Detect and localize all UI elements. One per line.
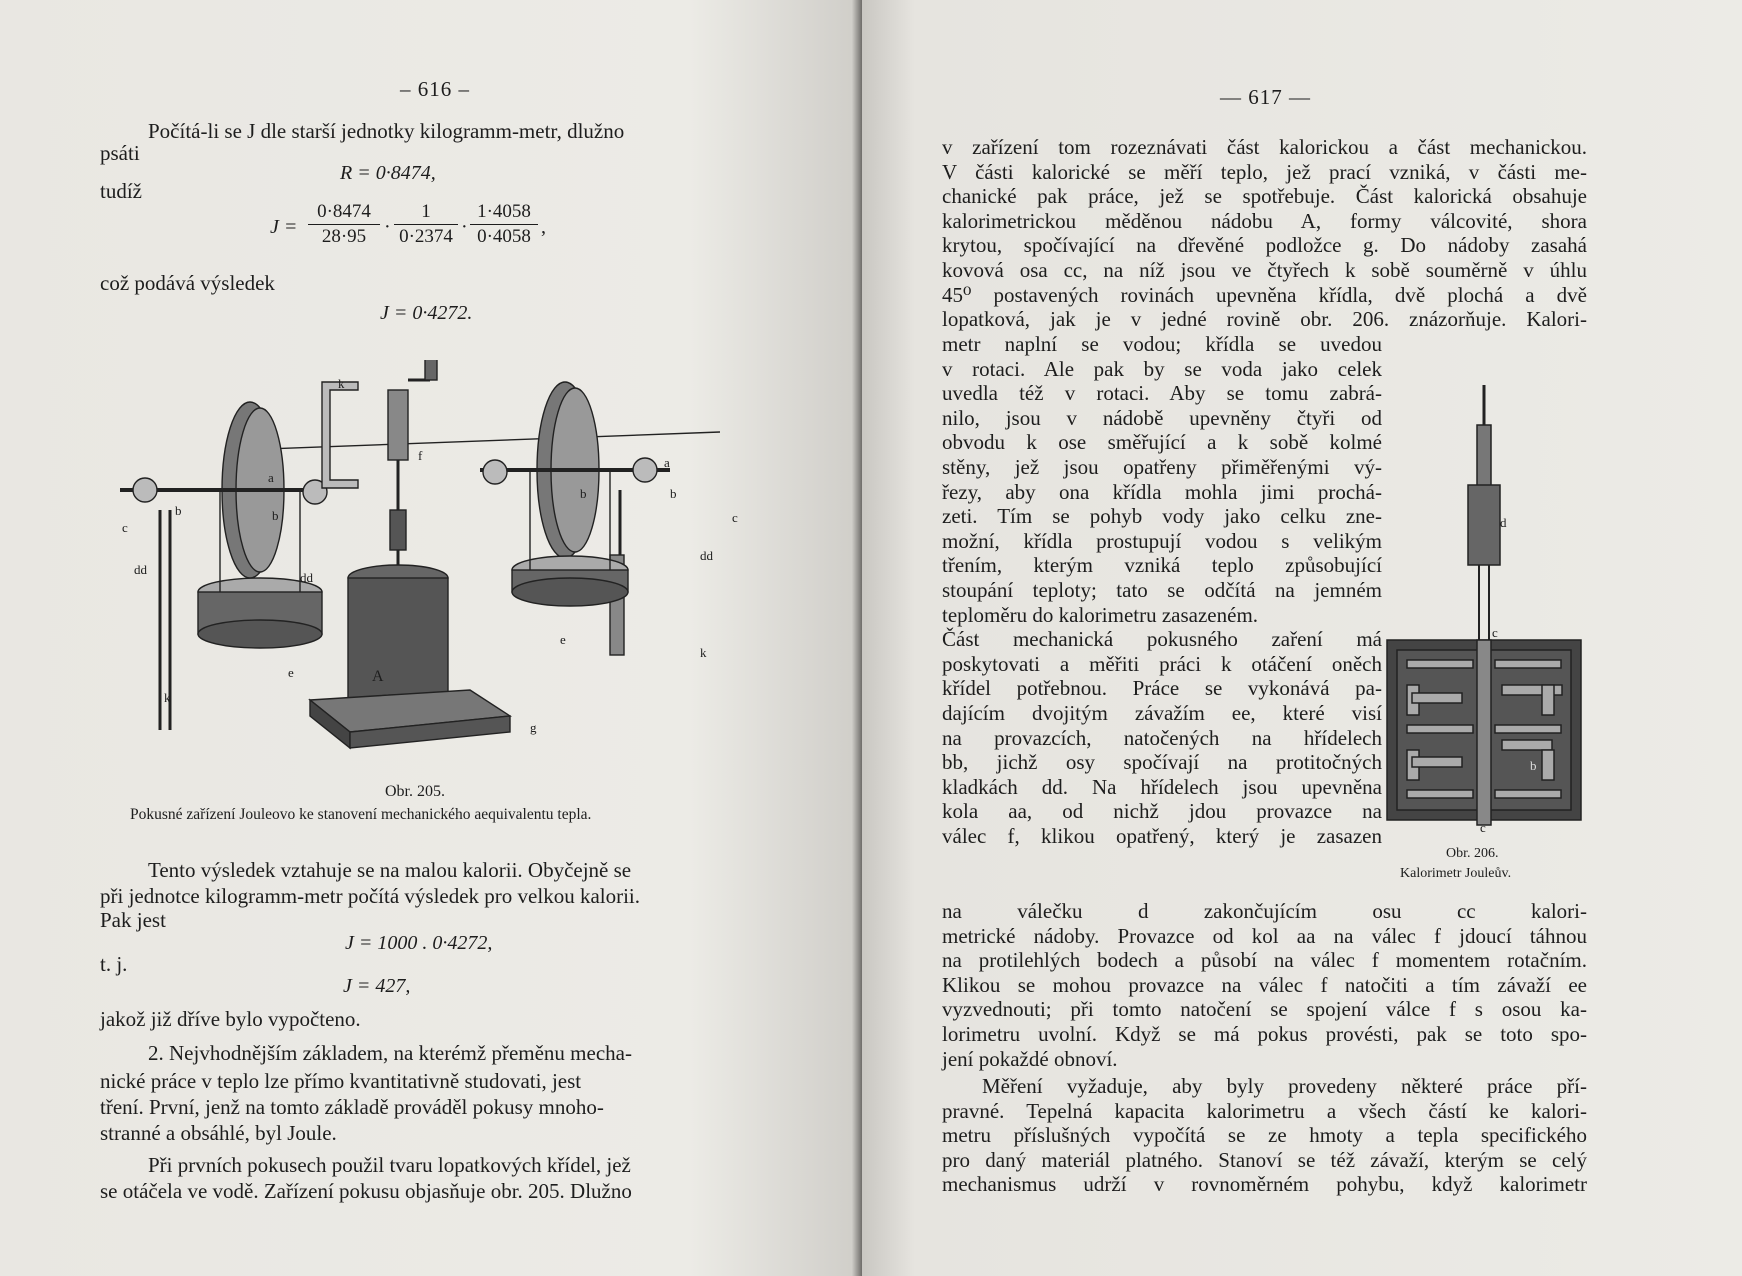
- paragraph-line: V části kalorické se měří teplo, jež prací vzniká, v části me-: [942, 159, 1587, 184]
- paragraph-line: Klikou se mohou provazce na válec f natočiti a tím závaží ee: [942, 972, 1587, 997]
- fraction-3: [470, 200, 538, 249]
- paragraph-line: křídel potřebnou. Práce se vykonává pa-: [942, 676, 1382, 701]
- fraction-2: [394, 200, 458, 249]
- paragraph-line: dajícím dvojitým závažím ee, které visí: [942, 701, 1382, 725]
- figure-label: e: [288, 665, 294, 680]
- figure-label: k: [338, 376, 345, 391]
- paragraph-line: což podává výsledek: [100, 271, 275, 295]
- paragraph-line: obvodu k ose směřující a k sobě kolmé: [942, 430, 1382, 455]
- figure-label: c: [732, 510, 738, 525]
- paragraph-line: tudíž: [100, 179, 142, 203]
- paragraph-line: na válečku d zakončujícím osu cc kalori-: [942, 899, 1587, 923]
- paragraph-line: uvedla též v rotaci. Aby se tomu zabrá-: [942, 381, 1382, 406]
- paragraph-line: stoupání teploty; tato se odčítá na jemném: [942, 578, 1382, 602]
- paragraph-line: t. j.: [100, 952, 128, 976]
- figure-caption-number: Obr. 206.: [1446, 846, 1499, 861]
- multiply-dot: ·: [384, 216, 391, 238]
- paragraph-line: Část mechanická pokusného zaření má: [942, 627, 1382, 652]
- figure-label: e: [560, 632, 566, 647]
- paragraph-line: bb, jichž osy spočívají na protitočných: [942, 750, 1382, 775]
- paragraph-line: lopatková, jak je v jedné rovině obr. 206. znázorňuje. Kalori-: [942, 307, 1587, 332]
- paragraph-line: možní, křídla prostupují vodou s velikým: [942, 528, 1382, 553]
- figure-label: b: [272, 508, 279, 523]
- fraction-denominator: 28·95: [308, 224, 380, 249]
- paragraph-line: mechanismus udrží v rovnoměrném pohybu, když kalorimetr: [942, 1172, 1587, 1197]
- figure-caption: Pokusné zařízení Jouleovo ke stanovení mechanického aequivalentu tepla.: [130, 806, 592, 823]
- right-page: [862, 0, 1742, 1276]
- fraction-numerator: 1·4058: [477, 201, 531, 222]
- paragraph-line: krytou, spočívající na dřevěné podložce g. Do nádoby zasahá: [942, 233, 1587, 258]
- figure-label: c: [1492, 625, 1498, 640]
- paragraph-line: Pak jest: [100, 908, 166, 932]
- paragraph-line: nilo, jsou v nádobě upevněny čtyři od: [942, 405, 1382, 430]
- paragraph-line: třením, kterým vzniká teplo způsobující: [942, 553, 1382, 578]
- paragraph-line: v zařízení tom rozeznávati část kalorickou a část mechanickou.: [942, 135, 1587, 159]
- figure-label: b: [175, 503, 182, 518]
- paragraph-line: Počítá-li se J dle starší jednotky kilogramm-metr, dlužno: [148, 119, 625, 143]
- paragraph-line: Měření vyžaduje, aby byly provedeny některé práce pří-: [982, 1074, 1587, 1098]
- page-number-right: — 617 —: [1220, 85, 1311, 109]
- paragraph-line: metr naplní se vodou; křídla se uvedou: [942, 332, 1382, 356]
- figure-label: dd: [134, 562, 147, 577]
- figure-label: c: [1480, 820, 1486, 835]
- paragraph-line: stranné a obsáhlé, byl Joule.: [100, 1121, 337, 1145]
- paragraph-line: teploměru do kalorimetru zasazeném.: [942, 602, 1259, 627]
- fraction-numerator: 0·8474: [317, 201, 371, 222]
- figure-label: A: [372, 668, 384, 685]
- paragraph-line: jakož již dříve bylo vypočteno.: [100, 1007, 361, 1031]
- figure-caption-number: Obr. 205.: [385, 783, 445, 800]
- paragraph-line: pro daný materiál platného. Stanoví se též závaží, kterým se celý: [942, 1147, 1587, 1172]
- paragraph-line: pravné. Tepelná kapacita kalorimetru a všech částí ke kalori-: [942, 1098, 1587, 1123]
- paragraph-line: na provazcích, natočených na hřídelech: [942, 725, 1382, 750]
- multiply-dot: ·: [461, 216, 468, 238]
- equation-r: R = 0·8474,: [340, 162, 436, 184]
- paragraph-line: metru příslušných vypočítá se ze hmoty a tepla specifického: [942, 1123, 1587, 1148]
- page-number-left: – 616 –: [400, 77, 470, 101]
- paragraph-line: zeti. Tím se pohyb vody jako celku zne-: [942, 504, 1382, 529]
- paragraph-line: poskytovati a měřiti práci k otáčení oněch: [942, 651, 1382, 676]
- paragraph-line: Tento výsledek vztahuje se na malou kalorii. Obyčejně se: [148, 858, 632, 882]
- fraction-denominator: 0·4058: [470, 224, 538, 249]
- equation-j-result: J = 0·4272.: [380, 302, 473, 324]
- equation-j-427: J = 427,: [343, 975, 411, 997]
- figure-label: f: [418, 448, 423, 463]
- figure-label: b: [1530, 758, 1537, 773]
- paragraph-line: 45⁰ postavených rovinách upevněna křídla, dvě plochá a dvě: [942, 282, 1587, 307]
- fraction-1: [308, 200, 380, 249]
- paragraph-line: řezy, aby ona křídla mohla jimi prochá-: [942, 479, 1382, 504]
- figure-label: d: [1500, 515, 1507, 530]
- figure-label: c: [122, 520, 128, 535]
- figure-label: dd: [300, 570, 313, 585]
- paragraph-line: tření. První, jenž na tomto základě prováděl pokusy mnoho-: [100, 1095, 604, 1119]
- fraction-denominator: 0·2374: [394, 224, 458, 249]
- paragraph-line: na protilehlých bodech a působí na válec f momentem rotačním.: [942, 948, 1587, 973]
- figure-label: k: [164, 690, 171, 705]
- figure-label: a: [268, 470, 274, 485]
- paragraph-line: Při prvních pokusech použil tvaru lopatkových křídel, jež: [148, 1153, 631, 1177]
- fraction-numerator: 1: [421, 201, 431, 222]
- equation-comma: ,: [541, 216, 546, 238]
- paragraph-line: kalorimetrickou měděnou nádobu A, formy válcovité, shora: [942, 208, 1587, 233]
- figure-label: b: [670, 486, 677, 501]
- paragraph-line: válec f, klikou opatřený, který je zasazen: [942, 824, 1382, 848]
- paragraph-line: psáti: [100, 141, 140, 165]
- paragraph-line: v rotaci. Ale pak by se voda jako celek: [942, 356, 1382, 381]
- figure-label: b: [580, 486, 587, 501]
- paragraph-line: metrické nádoby. Provazce od kol aa na válec f jdoucí táhnou: [942, 923, 1587, 948]
- equation-j-kcal: J = 1000 . 0·4272,: [345, 932, 493, 954]
- figure-205-apparatus: [100, 360, 800, 750]
- paragraph-line: kladkách dd. Na hřídelech jsou upevněna: [942, 774, 1382, 799]
- figure-label: a: [664, 455, 670, 470]
- paragraph-line: jení pokaždé obnoví.: [942, 1046, 1118, 1071]
- paragraph-line: kola aa, od nichž jdou provazce na: [942, 799, 1382, 824]
- paragraph-line: se otáčela ve vodě. Zařízení pokusu objasňuje obr. 205. Dlužno: [100, 1179, 632, 1203]
- paragraph-line: stěny, jež jsou opatřeny přiměřenými vý-: [942, 455, 1382, 479]
- figure-caption: Kalorimetr Jouleův.: [1400, 866, 1512, 881]
- paragraph-line: kovová osa cc, na níž jsou ve čtyřech k sobě souměrně v úhlu: [942, 258, 1587, 282]
- figure-label: g: [530, 720, 537, 735]
- figure-label: k: [700, 645, 707, 660]
- figure-label: dd: [700, 548, 713, 563]
- left-page: [0, 0, 862, 1276]
- paragraph-line: lorimetru uvolní. Když se má pokus provésti, pak se toto spo-: [942, 1022, 1587, 1046]
- figure-206-calorimeter: [1382, 385, 1592, 835]
- paragraph-line: při jednotce kilogramm-metr počítá výsledek pro velkou kalorii.: [100, 884, 641, 908]
- equation-j-lhs: J =: [270, 216, 298, 238]
- paragraph-line: vyzvednouti; při tomto natočení se spojení válce f s osou ka-: [942, 997, 1587, 1022]
- paragraph-line: chanické pak práce, jež se spotřebuje. Část kalorická obsahuje: [942, 184, 1587, 209]
- paragraph-line: nické práce v teplo lze přímo kvantitativně studovati, jest: [100, 1069, 582, 1093]
- paragraph-line: 2. Nejvhodnějším základem, na kterémž přeměnu mecha-: [148, 1041, 632, 1065]
